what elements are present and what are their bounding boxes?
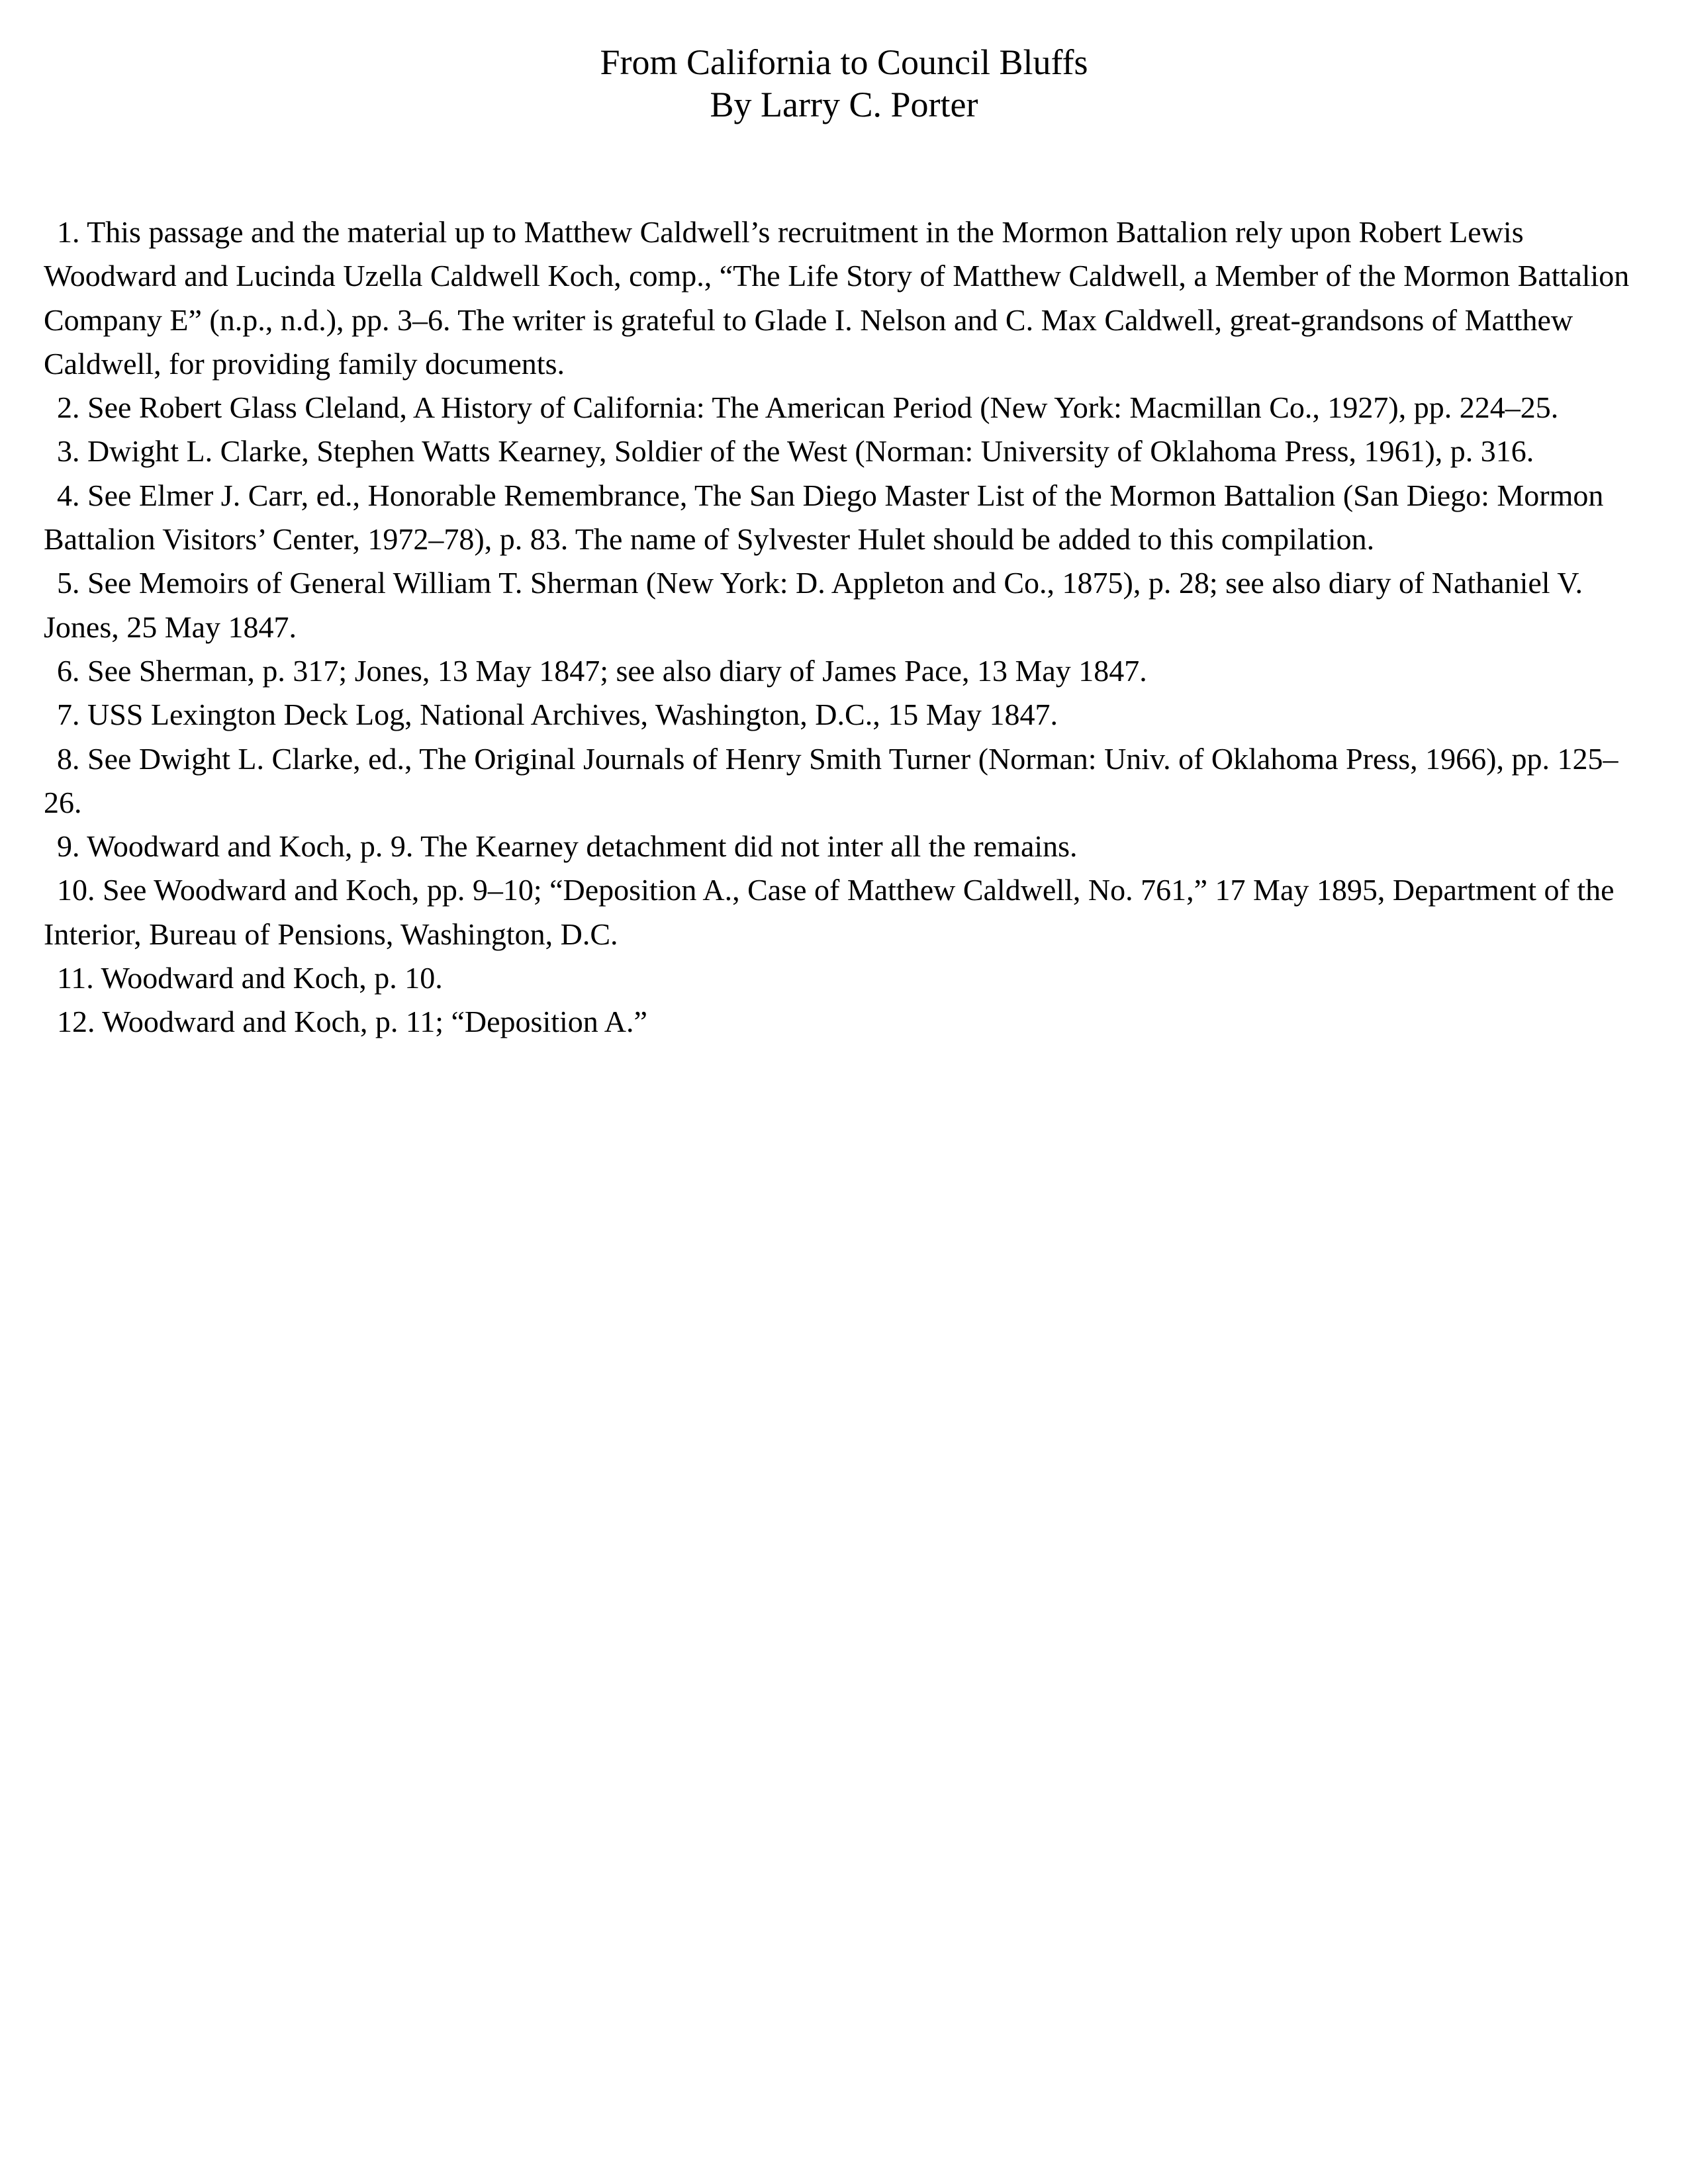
endnote-number: 10. [57,873,95,907]
endnote [44,474,1646,562]
endnote-text: See Robert Glass Cleland, A History of California: The American Period (New York: Macmillan Co., 1927), pp. 224–25. [87,390,1559,425]
endnote [44,825,1646,868]
endnote [44,1000,1646,1044]
endnote-text: This passage and the material up to Matthew Caldwell’s recruitment in the Mormon Battalion rely upon Robert Lewis Woodward and Lucinda Uzella Caldwell Koch, comp., “The Life Story of Matthew Caldwell, a Member of the Mormon Battalion Company E” (n.p., n.d.), pp. 3–6. The writer is grateful to Glade I. Nelson and C. Max Caldwell, great-grandsons of Matthew Caldwell, for providing family documents. [44,215,1630,381]
endnote-number: 8. [57,741,80,776]
endnote-number: 11. [57,961,94,995]
document-title: From California to Council Bluffs [600,42,1088,82]
endnote [44,561,1646,649]
endnote-number: 9. [57,829,80,864]
endnote-text: See Memoirs of General William T. Sherman (New York: D. Appleton and Co., 1875), p. 28; see also diary of Nathaniel V. Jones, 25 May 1847. [44,566,1583,644]
endnote-number: 3. [57,434,80,469]
author-byline: By Larry C. Porter [710,85,978,124]
endnote-text: Woodward and Koch, p. 9. The Kearney detachment did not inter all the remains. [87,829,1078,864]
endnote [44,210,1646,386]
document-header [0,41,1688,126]
endnote [44,649,1646,693]
endnotes-list [44,210,1646,1044]
endnote-number: 5. [57,566,80,600]
endnote [44,430,1646,473]
endnote-text: See Woodward and Koch, pp. 9–10; “Deposition A., Case of Matthew Caldwell, No. 761,” 17 May 1895, Department of the Interior, Bureau of Pensions, Washington, D.C. [44,873,1615,951]
endnote [44,693,1646,737]
endnote-number: 12. [57,1005,95,1039]
endnote-text: See Sherman, p. 317; Jones, 13 May 1847; see also diary of James Pace, 13 May 1847. [87,653,1147,688]
endnote [44,386,1646,430]
endnote-text: USS Lexington Deck Log, National Archives, Washington, D.C., 15 May 1847. [87,698,1058,732]
endnote [44,956,1646,1000]
endnote-number: 1. [57,215,80,249]
endnote-number: 2. [57,390,80,425]
endnote-text: See Elmer J. Carr, ed., Honorable Remembrance, The San Diego Master List of the Mormon Battalion (San Diego: Mormon Battalion Visitors’ Center, 1972–78), p. 83. The name of Sylvester Hulet should be added to this compilation. [44,478,1604,557]
endnote [44,868,1646,956]
endnote-number: 4. [57,478,80,512]
endnote [44,737,1646,825]
endnote-text: See Dwight L. Clarke, ed., The Original Journals of Henry Smith Turner (Norman: Univ. of Oklahoma Press, 1966), pp. 125–26. [44,741,1618,819]
endnote-number: 7. [57,698,80,732]
endnote-number: 6. [57,653,80,688]
endnote-text: Dwight L. Clarke, Stephen Watts Kearney, Soldier of the West (Norman: University of Oklahoma Press, 1961), p. 316. [87,434,1534,469]
endnote-text: Woodward and Koch, p. 10. [101,961,443,995]
endnote-text: Woodward and Koch, p. 11; “Deposition A.” [102,1005,647,1039]
